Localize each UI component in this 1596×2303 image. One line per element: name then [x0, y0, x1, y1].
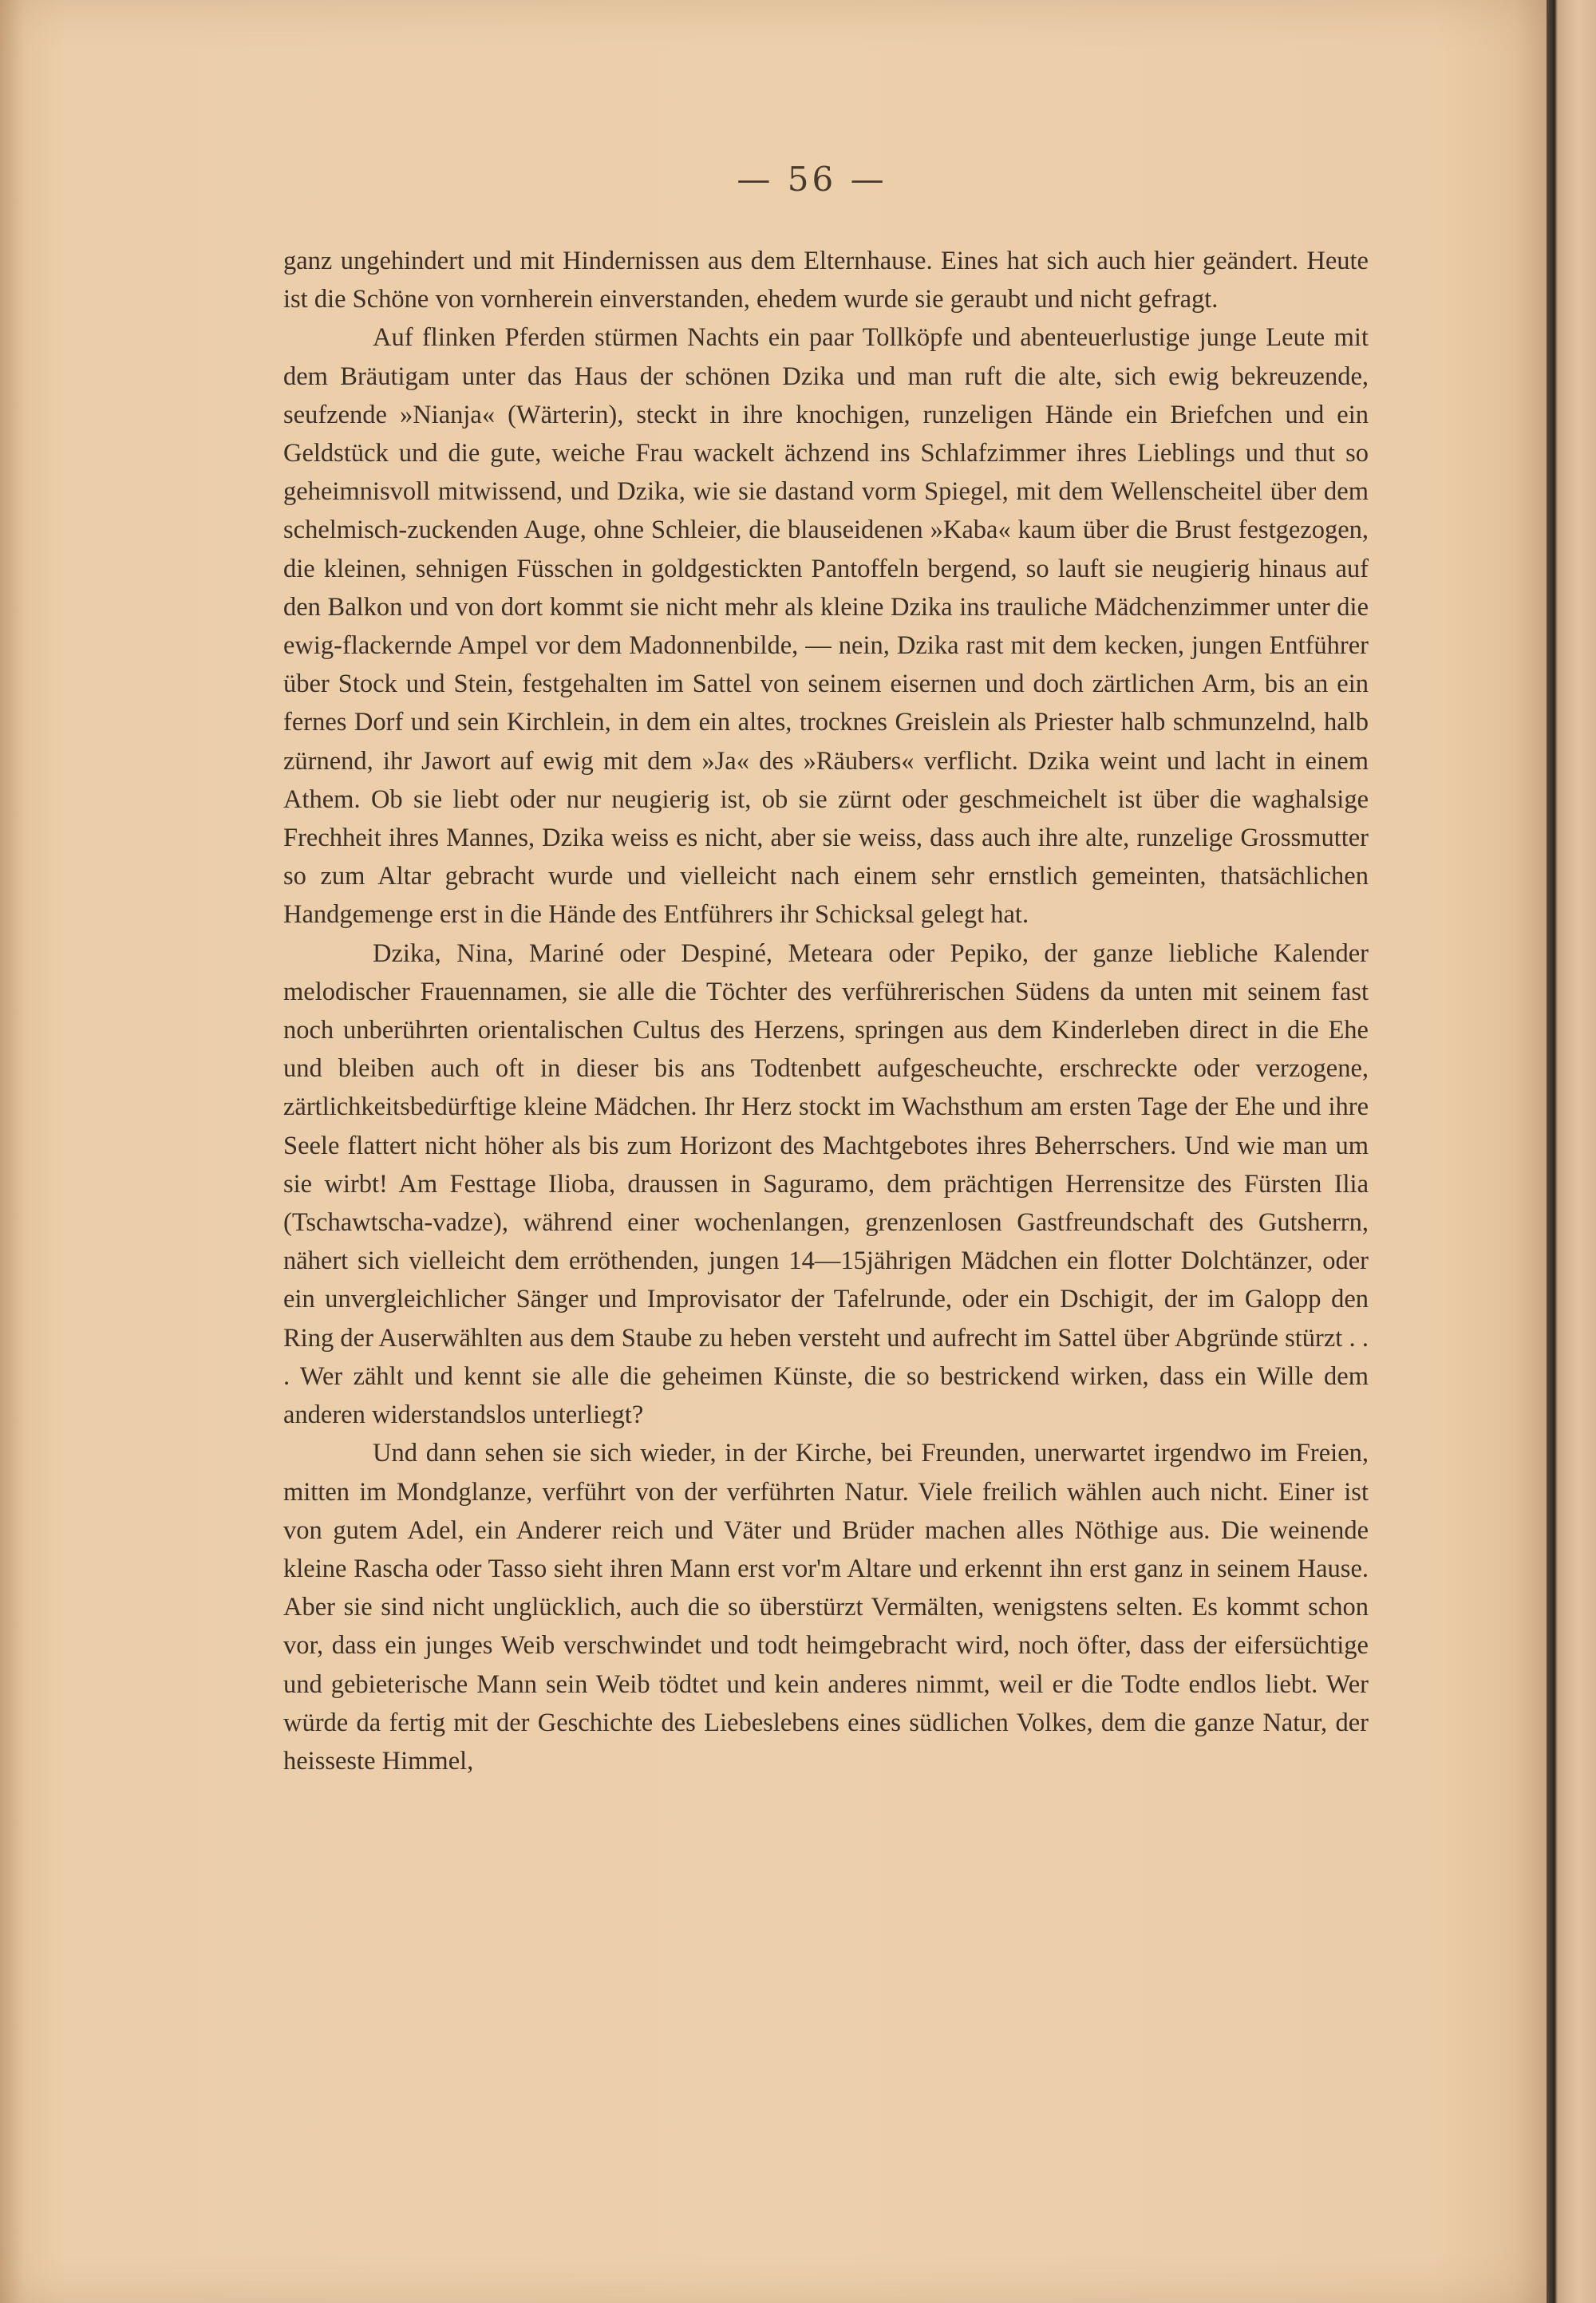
body-text: [283, 242, 1369, 1780]
book-binding-edge: [1547, 0, 1596, 2303]
paragraph-continued: ganz ungehindert und mit Hindernissen aus dem Elternhause. Eines hat sich auch hier geändert. Heute ist die Schöne von vornherein einverstanden, ehedem wurde sie geraubt und nicht gefragt.: [283, 247, 1369, 314]
paragraph: Auf flinken Pferden stürmen Nachts ein paar Tollköpfe und abenteuerlustige junge Leute mit dem Bräutigam unter das Haus der schönen Dzika und man ruft die alte, sich ewig bekreuzende, seufzende »Nianja« (Wärterin), steckt in ihre knochigen, runzeligen Hände ein Briefchen und ein Geldstück und die gute, weiche Frau wackelt ächzend ins Schlafzimmer ihres Lieblings und thut so geheimnisvoll mitwissend, und Dzika, wie sie dastand vorm Spiegel, mit dem Wellenscheitel über dem schelmisch-zuckenden Auge, ohne Schleier, die blauseidenen »Kaba« kaum über die Brust festgezogen, die kleinen, sehnigen Füsschen in goldgestickten Pantoffeln bergend, so lauft sie neugierig hinaus auf den Balkon und von dort kommt sie nicht mehr als kleine Dzika ins trauliche Mädchenzimmer unter die ewig-flackernde Ampel vor dem Madonnenbilde, — nein, Dzika rast mit dem kecken, jungen Entführer über Stock und Stein, festgehalten im Sattel von seinem eisernen und doch zärtlichen Arm, bis an ein fernes Dorf und sein Kirchlein, in dem ein altes, trocknes Greislein als Priester halb schmunzelnd, halb zürnend, ihr Jawort auf ewig mit dem »Ja« des »Räubers« verflicht. Dzika weint und lacht in einem Athem. Ob sie liebt oder nur neugierig ist, ob sie zürnt oder geschmeichelt ist über die waghalsige Frechheit ihres Mannes, Dzika weiss es nicht, aber sie weiss, dass auch ihre alte, runzelige Grossmutter so zum Altar gebracht wurde und vielleicht nach einem sehr ernstlich gemeinten, thatsächlichen Handgemenge erst in die Hände des Entführers ihr Schicksal gelegt hat.: [283, 323, 1369, 930]
paragraph: Und dann sehen sie sich wieder, in der Kirche, bei Freunden, unerwartet irgendwo im Freien, mitten im Mondglanze, verführt von der verführten Natur. Viele freilich wählen auch nicht. Einer ist von gutem Adel, ein Anderer reich und Väter und Brüder machen alles Nöthige aus. Die weinende kleine Rascha oder Tasso sieht ihren Mann erst vor'm Altare und erkennt ihn erst ganz in seinem Hause. Aber sie sind nicht unglücklich, auch die so überstürzt Vermälten, wenigstens selten. Es kommt schon vor, dass ein junges Weib verschwindet und todt heimgebracht wird, noch öfter, dass der eifersüchtige und gebieterische Mann sein Weib tödtet und kein anderes nimmt, weil er die Todte endlos liebt. Wer würde da fertig mit der Geschichte des Liebeslebens eines südlichen Volkes, dem die ganze Natur, der heisseste Himmel,: [283, 1439, 1369, 1776]
page-number: — 56 —: [737, 160, 887, 199]
paragraph: Dzika, Nina, Mariné oder Despiné, Meteara oder Pepiko, der ganze liebliche Kalender melodischer Frauennamen, sie alle die Töchter des verführerischen Südens da unten mit seinem fast noch unberührten orientalischen Cultus des Herzens, springen aus dem Kinderleben direct in die Ehe und bleiben auch oft in dieser bis ans Todtenbett aufgescheuchte, erschreckte oder verzogene, zärtlichkeitsbedürftige kleine Mädchen. Ihr Herz stockt im Wachsthum am ersten Tage der Ehe und ihre Seele flattert nicht höher als bis zum Horizont des Machtgebotes ihres Beherrschers. Und wie man um sie wirbt! Am Festtage Ilioba, draussen in Saguramo, dem prächtigen Herrensitze des Fürsten Ilia (Tschawtscha-vadze), während einer wochenlangen, grenzenlosen Gastfreundschaft des Gutsherrn, nähert sich vielleicht dem erröthenden, jungen 14—15jährigen Mädchen ein flotter Dolchtänzer, oder ein unvergleichlicher Sänger und Improvisator der Tafelrunde, oder ein Dschigit, der im Galopp den Ring der Auserwählten aus dem Staube zu heben versteht und aufrecht im Sattel über Abgründe stürzt . . . Wer zählt und kennt sie alle die geheimen Künste, die so bestrickend wirken, dass ein Wille dem anderen widerstandslos unterliegt?: [283, 938, 1369, 1430]
